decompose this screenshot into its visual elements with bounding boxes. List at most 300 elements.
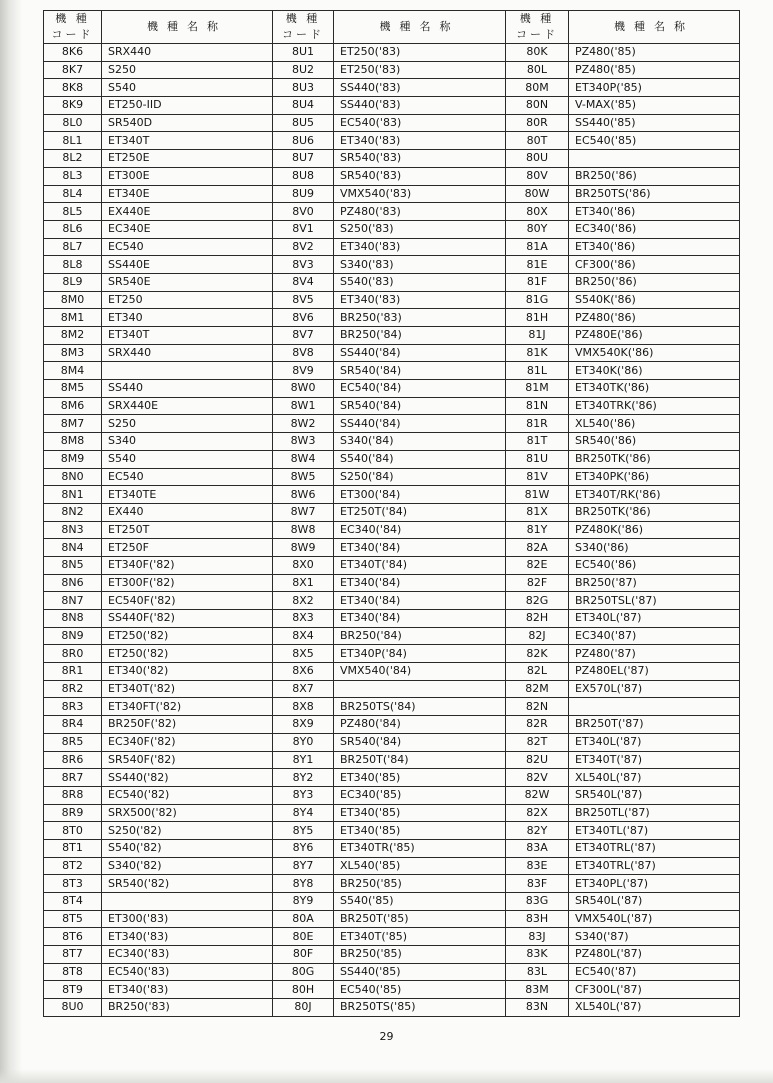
- model-name-cell: ET250E: [102, 150, 273, 168]
- model-code-cell: 8N7: [44, 592, 102, 610]
- model-name-cell: BR250T('84): [334, 751, 506, 769]
- model-name-cell: ET250-IID: [102, 97, 273, 115]
- model-code-cell: 81M: [506, 380, 569, 398]
- model-code-cell: 8R5: [44, 733, 102, 751]
- model-name-cell: BR250('83): [102, 999, 273, 1017]
- model-code-cell: 8M4: [44, 362, 102, 380]
- model-name-cell: ET250('83): [334, 61, 506, 79]
- model-name-cell: ET340T: [102, 327, 273, 345]
- model-code-cell: 83A: [506, 839, 569, 857]
- model-code-cell: 82N: [506, 698, 569, 716]
- model-name-cell: XL540('85): [334, 857, 506, 875]
- model-code-cell: 8W5: [273, 468, 334, 486]
- model-code-cell: 8M0: [44, 291, 102, 309]
- model-code-cell: 8L3: [44, 167, 102, 185]
- header-model-name: 機種名称: [334, 11, 506, 44]
- model-code-cell: 82K: [506, 645, 569, 663]
- model-name-cell: S540('85): [334, 893, 506, 911]
- table-row: [44, 875, 740, 893]
- model-name-cell: PZ480('87): [569, 645, 740, 663]
- model-name-cell: BR250('86): [569, 167, 740, 185]
- model-name-cell: VMX540('84): [334, 663, 506, 681]
- model-name-cell: XL540L('87): [569, 769, 740, 787]
- model-name-cell: EC540: [102, 468, 273, 486]
- model-name-cell: S540: [102, 450, 273, 468]
- model-name-cell: ET340('86): [569, 238, 740, 256]
- model-code-cell: 8U8: [273, 167, 334, 185]
- model-name-cell: ET340TK('86): [569, 380, 740, 398]
- model-name-cell: ET340T('82): [102, 680, 273, 698]
- model-name-cell: ET300('83): [102, 910, 273, 928]
- model-name-cell: S540K('86): [569, 291, 740, 309]
- model-name-cell: V-MAX('85): [569, 97, 740, 115]
- model-name-cell: PZ480('84): [334, 716, 506, 734]
- model-code-cell: 8T3: [44, 875, 102, 893]
- table-row: [44, 592, 740, 610]
- table-row: [44, 309, 740, 327]
- model-code-cell: 8Y1: [273, 751, 334, 769]
- model-code-cell: 83M: [506, 981, 569, 999]
- model-code-cell: 8X2: [273, 592, 334, 610]
- model-name-cell: EC340('83): [102, 946, 273, 964]
- model-code-cell: 81R: [506, 415, 569, 433]
- table-row: [44, 44, 740, 62]
- model-code-cell: 8X1: [273, 574, 334, 592]
- model-code-cell: 8T7: [44, 946, 102, 964]
- model-code-cell: 82U: [506, 751, 569, 769]
- model-code-cell: 8U2: [273, 61, 334, 79]
- model-name-cell: S250: [102, 61, 273, 79]
- model-name-cell: ET250T('84): [334, 503, 506, 521]
- table-row: [44, 415, 740, 433]
- model-code-cell: 8T2: [44, 857, 102, 875]
- model-name-cell: SR540('84): [334, 397, 506, 415]
- model-name-cell: EC540('85): [334, 981, 506, 999]
- table-row: [44, 680, 740, 698]
- table-row: [44, 397, 740, 415]
- model-name-cell: EX440E: [102, 203, 273, 221]
- model-code-cell: 8L2: [44, 150, 102, 168]
- model-name-cell: SS440('84): [334, 415, 506, 433]
- model-name-cell: BR250TS('85): [334, 999, 506, 1017]
- model-code-cell: 81H: [506, 309, 569, 327]
- model-name-cell: ET250('82): [102, 645, 273, 663]
- model-code-cell: 8Y8: [273, 875, 334, 893]
- table-row: [44, 822, 740, 840]
- model-code-cell: 81K: [506, 344, 569, 362]
- model-name-cell: ET340TRK('86): [569, 397, 740, 415]
- model-code-cell: 8M2: [44, 327, 102, 345]
- model-name-cell: EC540F('82): [102, 592, 273, 610]
- model-name-cell: PZ480K('86): [569, 521, 740, 539]
- table-row: [44, 627, 740, 645]
- model-name-cell: SS440E: [102, 256, 273, 274]
- model-name-cell: BR250('83): [334, 309, 506, 327]
- model-code-cell: 81L: [506, 362, 569, 380]
- table-row: [44, 256, 740, 274]
- model-name-cell: EC340('85): [334, 786, 506, 804]
- model-code-cell: 8N3: [44, 521, 102, 539]
- table-row: [44, 79, 740, 97]
- table-row: [44, 344, 740, 362]
- model-code-cell: 8K6: [44, 44, 102, 62]
- model-name-cell: PZ480('85): [569, 44, 740, 62]
- model-code-cell: 8M8: [44, 433, 102, 451]
- model-code-cell: 8M6: [44, 397, 102, 415]
- model-name-cell: ET340K('86): [569, 362, 740, 380]
- model-code-cell: 81J: [506, 327, 569, 345]
- model-code-cell: 8X9: [273, 716, 334, 734]
- model-code-cell: 8T8: [44, 963, 102, 981]
- model-code-cell: 83K: [506, 946, 569, 964]
- model-name-cell: [569, 698, 740, 716]
- table-row: [44, 503, 740, 521]
- model-name-cell: EX570L('87): [569, 680, 740, 698]
- table-row: [44, 450, 740, 468]
- model-code-cell: 81U: [506, 450, 569, 468]
- table-row: [44, 521, 740, 539]
- model-code-cell: 8T0: [44, 822, 102, 840]
- model-name-cell: ET340T: [102, 132, 273, 150]
- model-name-cell: SR540F('82): [102, 751, 273, 769]
- table-row: [44, 698, 740, 716]
- scan-shadow-left: [0, 0, 22, 1083]
- model-name-cell: SS440('83): [334, 97, 506, 115]
- model-code-cell: 8R1: [44, 663, 102, 681]
- model-code-cell: 8R0: [44, 645, 102, 663]
- model-code-cell: 8X5: [273, 645, 334, 663]
- model-name-cell: ET250F: [102, 539, 273, 557]
- model-name-cell: PZ480L('87): [569, 946, 740, 964]
- model-name-cell: EC340F('82): [102, 733, 273, 751]
- model-code-cell: 8K9: [44, 97, 102, 115]
- model-code-cell: 8K7: [44, 61, 102, 79]
- table-row: [44, 769, 740, 787]
- model-code-cell: 8X0: [273, 556, 334, 574]
- table-row: [44, 999, 740, 1017]
- model-code-cell: 83G: [506, 893, 569, 911]
- page-number: 29: [379, 1030, 394, 1043]
- model-code-cell: 8T1: [44, 839, 102, 857]
- model-name-cell: XL540('86): [569, 415, 740, 433]
- model-name-cell: EC340('87): [569, 627, 740, 645]
- model-name-cell: ET340FT('82): [102, 698, 273, 716]
- model-code-cell: 82H: [506, 610, 569, 628]
- model-code-cell: 8N5: [44, 556, 102, 574]
- model-name-cell: ET340P('84): [334, 645, 506, 663]
- model-code-cell: 80R: [506, 114, 569, 132]
- model-code-cell: 82M: [506, 680, 569, 698]
- model-code-cell: 80A: [273, 910, 334, 928]
- model-code-cell: 81F: [506, 273, 569, 291]
- table-row: [44, 167, 740, 185]
- table-row: [44, 132, 740, 150]
- model-name-cell: [102, 362, 273, 380]
- model-name-cell: ET250('82): [102, 627, 273, 645]
- table-row: [44, 273, 740, 291]
- model-name-cell: ET340('83): [334, 238, 506, 256]
- model-name-cell: S250('82): [102, 822, 273, 840]
- table-row: [44, 946, 740, 964]
- model-code-table: [43, 10, 740, 1017]
- model-code-cell: 80V: [506, 167, 569, 185]
- header-model-name: 機種名称: [102, 11, 273, 44]
- model-name-cell: ET340T/RK('86): [569, 486, 740, 504]
- model-code-cell: 81W: [506, 486, 569, 504]
- model-code-cell: 8V3: [273, 256, 334, 274]
- model-name-cell: EC540('86): [569, 556, 740, 574]
- model-code-cell: 83N: [506, 999, 569, 1017]
- model-code-cell: 80T: [506, 132, 569, 150]
- model-name-cell: CF300L('87): [569, 981, 740, 999]
- table-row: [44, 291, 740, 309]
- model-name-cell: EX440: [102, 503, 273, 521]
- model-name-cell: SR540L('87): [569, 893, 740, 911]
- model-code-cell: 80H: [273, 981, 334, 999]
- model-name-cell: S340('87): [569, 928, 740, 946]
- model-name-cell: BR250TL('87): [569, 804, 740, 822]
- model-name-cell: ET250T: [102, 521, 273, 539]
- table-row: [44, 857, 740, 875]
- model-code-cell: 81A: [506, 238, 569, 256]
- model-code-cell: 8R6: [44, 751, 102, 769]
- model-code-cell: 8L0: [44, 114, 102, 132]
- model-code-cell: 83H: [506, 910, 569, 928]
- model-name-cell: BR250T('87): [569, 716, 740, 734]
- table-row: [44, 433, 740, 451]
- model-name-cell: ET340TRL('87): [569, 839, 740, 857]
- model-name-cell: S340('86): [569, 539, 740, 557]
- model-name-cell: [102, 893, 273, 911]
- model-code-cell: 8X6: [273, 663, 334, 681]
- table-row: [44, 716, 740, 734]
- model-code-cell: 8M1: [44, 309, 102, 327]
- model-name-cell: ET340: [102, 309, 273, 327]
- model-name-cell: S340: [102, 433, 273, 451]
- model-name-cell: ET340L('87): [569, 733, 740, 751]
- model-name-cell: BR250TS('84): [334, 698, 506, 716]
- table-row: [44, 220, 740, 238]
- model-name-cell: ET340('83): [102, 981, 273, 999]
- model-name-cell: ET340('83): [102, 928, 273, 946]
- model-name-cell: ET340('84): [334, 610, 506, 628]
- model-name-cell: PZ480('83): [334, 203, 506, 221]
- model-name-cell: BR250F('82): [102, 716, 273, 734]
- model-code-cell: 8X7: [273, 680, 334, 698]
- model-name-cell: BR250TSL('87): [569, 592, 740, 610]
- header-model-code: 機 種 コード: [273, 11, 334, 44]
- model-code-cell: 8L4: [44, 185, 102, 203]
- model-code-cell: 8Y4: [273, 804, 334, 822]
- model-name-cell: PZ480('85): [569, 61, 740, 79]
- model-name-cell: EC540('85): [569, 132, 740, 150]
- model-code-cell: 8W8: [273, 521, 334, 539]
- model-code-cell: 80K: [506, 44, 569, 62]
- model-name-cell: BR250TK('86): [569, 450, 740, 468]
- model-name-cell: ET340PK('86): [569, 468, 740, 486]
- model-name-cell: SS440('85): [334, 963, 506, 981]
- model-code-cell: 8U3: [273, 79, 334, 97]
- model-code-cell: 8Y7: [273, 857, 334, 875]
- model-code-cell: 81V: [506, 468, 569, 486]
- model-name-cell: SR540('86): [569, 433, 740, 451]
- model-code-cell: 8Y6: [273, 839, 334, 857]
- model-name-cell: BR250T('85): [334, 910, 506, 928]
- model-name-cell: S250: [102, 415, 273, 433]
- model-code-cell: 81Y: [506, 521, 569, 539]
- model-code-cell: 83L: [506, 963, 569, 981]
- model-code-cell: 8U9: [273, 185, 334, 203]
- table-row: [44, 981, 740, 999]
- model-name-cell: ET340('83): [334, 291, 506, 309]
- model-code-cell: 8R2: [44, 680, 102, 698]
- table-row: [44, 910, 740, 928]
- scan-shadow-bottom: [0, 1069, 773, 1083]
- table-row: [44, 733, 740, 751]
- model-name-cell: SRX440: [102, 344, 273, 362]
- model-name-cell: S340('82): [102, 857, 273, 875]
- table-row: [44, 751, 740, 769]
- model-name-cell: ET340T('85): [334, 928, 506, 946]
- model-code-cell: 8U0: [44, 999, 102, 1017]
- model-code-cell: 81X: [506, 503, 569, 521]
- model-name-cell: SR540('83): [334, 150, 506, 168]
- model-name-cell: BR250('86): [569, 273, 740, 291]
- model-code-cell: 8N6: [44, 574, 102, 592]
- model-name-cell: CF300('86): [569, 256, 740, 274]
- model-name-cell: SRX500('82): [102, 804, 273, 822]
- model-code-cell: 83E: [506, 857, 569, 875]
- model-code-cell: 82G: [506, 592, 569, 610]
- model-name-cell: ET340('84): [334, 574, 506, 592]
- table-row: [44, 839, 740, 857]
- table-row: [44, 539, 740, 557]
- model-name-cell: S540: [102, 79, 273, 97]
- model-code-cell: 80F: [273, 946, 334, 964]
- model-name-cell: VMX540('83): [334, 185, 506, 203]
- model-code-cell: 8R8: [44, 786, 102, 804]
- model-name-cell: SS440('84): [334, 344, 506, 362]
- model-code-cell: 8L7: [44, 238, 102, 256]
- table-row: [44, 893, 740, 911]
- model-name-cell: ET340TR('85): [334, 839, 506, 857]
- model-name-cell: SR540('82): [102, 875, 273, 893]
- model-name-cell: VMX540K('86): [569, 344, 740, 362]
- model-name-cell: PZ480('86): [569, 309, 740, 327]
- model-name-cell: S540('83): [334, 273, 506, 291]
- model-name-cell: SS440: [102, 380, 273, 398]
- model-code-cell: 8W6: [273, 486, 334, 504]
- model-code-cell: 83J: [506, 928, 569, 946]
- header-model-code: 機 種 コード: [506, 11, 569, 44]
- model-name-cell: S540('84): [334, 450, 506, 468]
- model-name-cell: BR250('87): [569, 574, 740, 592]
- model-name-cell: VMX540L('87): [569, 910, 740, 928]
- model-name-cell: SR540D: [102, 114, 273, 132]
- model-name-cell: S340('84): [334, 433, 506, 451]
- model-name-cell: BR250('85): [334, 946, 506, 964]
- model-name-cell: EC540('84): [334, 380, 506, 398]
- model-name-cell: SR540('83): [334, 167, 506, 185]
- model-code-cell: 8R4: [44, 716, 102, 734]
- model-name-cell: ET250: [102, 291, 273, 309]
- model-name-cell: ET340('84): [334, 539, 506, 557]
- model-code-cell: 8L8: [44, 256, 102, 274]
- model-code-cell: 8W3: [273, 433, 334, 451]
- model-name-cell: EC340E: [102, 220, 273, 238]
- model-code-cell: 8M5: [44, 380, 102, 398]
- model-code-cell: 80N: [506, 97, 569, 115]
- model-code-cell: 8L9: [44, 273, 102, 291]
- model-name-cell: ET340('83): [334, 132, 506, 150]
- model-code-cell: 82Y: [506, 822, 569, 840]
- model-name-cell: ET340T('84): [334, 556, 506, 574]
- model-name-cell: BR250TS('86): [569, 185, 740, 203]
- model-code-cell: 8V2: [273, 238, 334, 256]
- model-name-cell: ET340('84): [334, 592, 506, 610]
- model-code-cell: 8W0: [273, 380, 334, 398]
- table-row: [44, 468, 740, 486]
- model-name-cell: ET340PL('87): [569, 875, 740, 893]
- model-name-cell: ET340P('85): [569, 79, 740, 97]
- model-code-cell: 8T5: [44, 910, 102, 928]
- model-name-cell: XL540L('87): [569, 999, 740, 1017]
- model-code-cell: 8U7: [273, 150, 334, 168]
- model-name-cell: ET250('83): [334, 44, 506, 62]
- model-name-cell: SRX440E: [102, 397, 273, 415]
- model-code-cell: 80X: [506, 203, 569, 221]
- model-name-cell: PZ480EL('87): [569, 663, 740, 681]
- model-code-cell: 8V4: [273, 273, 334, 291]
- model-code-cell: 82V: [506, 769, 569, 787]
- model-name-cell: ET340F('82): [102, 556, 273, 574]
- model-code-cell: 80W: [506, 185, 569, 203]
- model-name-cell: EC340('86): [569, 220, 740, 238]
- model-code-cell: 8M3: [44, 344, 102, 362]
- table-row: [44, 97, 740, 115]
- table-row: [44, 327, 740, 345]
- model-name-cell: BR250TK('86): [569, 503, 740, 521]
- model-name-cell: EC540: [102, 238, 273, 256]
- model-code-cell: 8R9: [44, 804, 102, 822]
- model-name-cell: EC540('87): [569, 963, 740, 981]
- model-code-cell: 8U5: [273, 114, 334, 132]
- table-row: [44, 556, 740, 574]
- model-code-cell: 81T: [506, 433, 569, 451]
- table-row: [44, 380, 740, 398]
- model-code-cell: 8Y5: [273, 822, 334, 840]
- model-code-cell: 8Y0: [273, 733, 334, 751]
- model-code-cell: 8W1: [273, 397, 334, 415]
- model-code-cell: 8N4: [44, 539, 102, 557]
- model-name-cell: ET300E: [102, 167, 273, 185]
- model-code-cell: 8R3: [44, 698, 102, 716]
- model-code-cell: 8U1: [273, 44, 334, 62]
- model-name-cell: BR250('85): [334, 875, 506, 893]
- table-row: [44, 928, 740, 946]
- model-code-cell: 8M9: [44, 450, 102, 468]
- model-name-cell: S250('83): [334, 220, 506, 238]
- table-row: [44, 963, 740, 981]
- model-name-cell: ET340('86): [569, 203, 740, 221]
- model-code-cell: 82F: [506, 574, 569, 592]
- table-row: [44, 150, 740, 168]
- model-name-cell: EC540('82): [102, 786, 273, 804]
- table-row: [44, 804, 740, 822]
- model-code-cell: 8X3: [273, 610, 334, 628]
- model-name-cell: SRX440: [102, 44, 273, 62]
- model-code-cell: 8Y9: [273, 893, 334, 911]
